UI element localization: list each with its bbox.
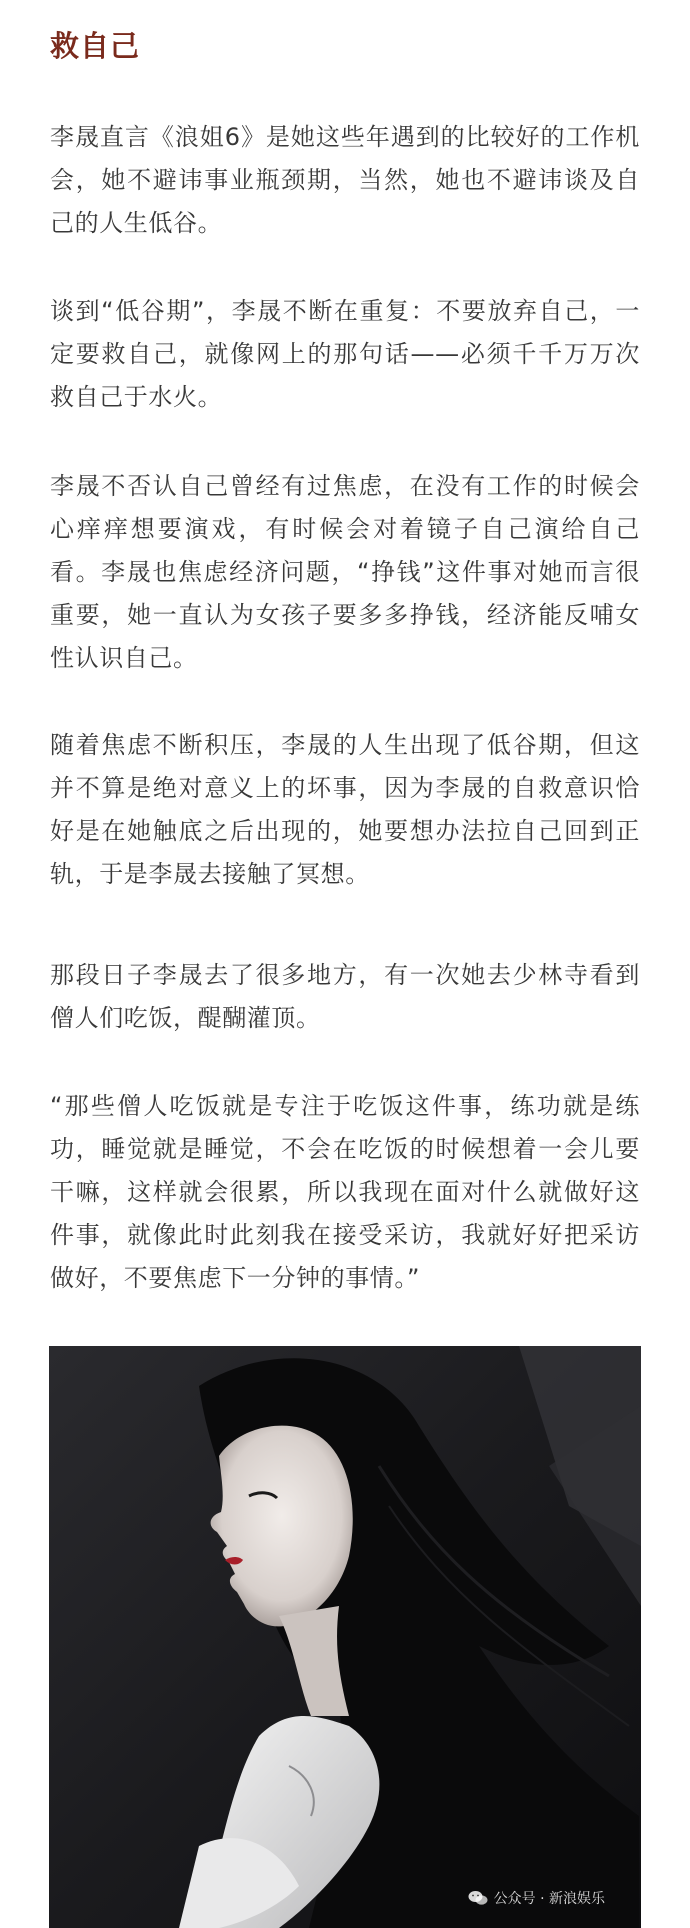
paragraph-5: 那段日子李晟去了很多地方，有一次她去少林寺看到僧人们吃饭，醍醐灌顶。	[50, 961, 640, 1032]
watermark-text: 公众号 · 新浪娱乐	[493, 1891, 605, 1907]
paragraph-3: 李晟不否认自己曾经有过焦虑，在没有工作的时候会心痒痒想要演戏，有时候会对着镜子自己演给自己看。李晟也焦虑经济问题，“挣钱”这件事对她而言很重要，她一直认为女孩子要多多挣钱，经济能反哺女性认识自己。	[50, 472, 640, 672]
section-title: 救自己	[50, 29, 141, 63]
wechat-icon	[468, 1890, 488, 1906]
article-photo	[49, 1346, 641, 1928]
watermark	[468, 1888, 605, 1908]
paragraph-4: 随着焦虑不断积压，李晟的人生出现了低谷期，但这并不算是绝对意义上的坏事，因为李晟的自救意识恰好是在她触底之后出现的，她要想办法拉自己回到正轨，于是李晟去接触了冥想。	[50, 731, 640, 888]
paragraph-6: “那些僧人吃饭就是专注于吃饭这件事，练功就是练功，睡觉就是睡觉，不会在吃饭的时候想着一会儿要干嘛，这样就会很累，所以我现在面对什么就做好这件事，就像此时此刻我在接受采访，我就好好把采访做好，不要焦虑下一分钟的事情。”	[50, 1092, 640, 1292]
paragraph-1: 李晟直言《浪姐6》是她这些年遇到的比较好的工作机会，她不避讳事业瓶颈期，当然，她也不避讳谈及自己的人生低谷。	[50, 123, 640, 237]
paragraph-2: 谈到“低谷期”，李晟不断在重复：不要放弃自己，一定要救自己，就像网上的那句话——必须千千万万次救自己于水火。	[50, 297, 640, 411]
portrait-illustration	[49, 1346, 641, 1928]
